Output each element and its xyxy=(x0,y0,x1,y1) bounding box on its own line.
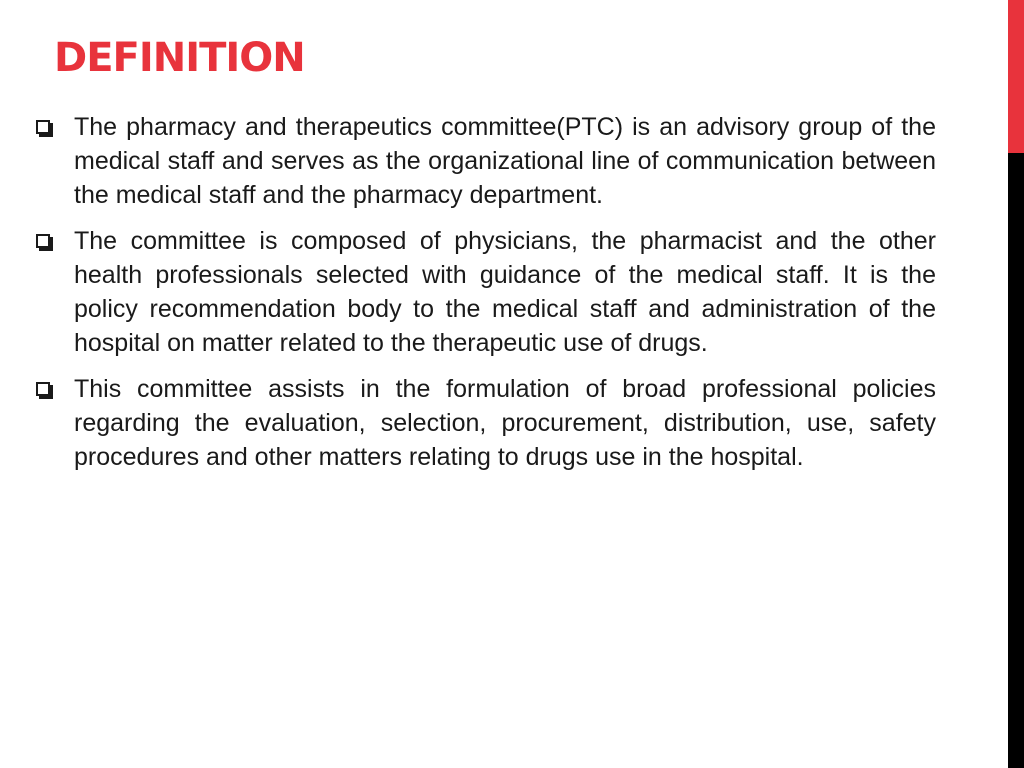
bullet-text: This committee assists in the formulation of broad professional policies regarding the evaluation, selection, procurement, distribution, use, safety procedures and other matters relating to drugs use in the hospital. xyxy=(74,375,936,471)
bullet-text: The pharmacy and therapeutics committee(PTC) is an advisory group of the medical staff and serves as the organizational line of communication between the medical staff and the pharmacy department. xyxy=(74,113,936,209)
slide-title: DEFINITION xyxy=(54,35,305,81)
bullet-item xyxy=(36,224,936,360)
side-bar-accent xyxy=(1008,0,1024,153)
checkbox-icon xyxy=(36,234,50,248)
checkbox-icon xyxy=(36,382,50,396)
bullet-item xyxy=(36,110,936,212)
checkbox-icon xyxy=(36,120,50,134)
bullet-list xyxy=(36,110,936,486)
bullet-text: The committee is composed of physicians, the pharmacist and the other health professionals selected with guidance of the medical staff. It is the policy recommendation body to the medical staff and administration of the hospital on matter related to the therapeutic use of drugs. xyxy=(74,227,936,357)
bullet-item xyxy=(36,372,936,474)
